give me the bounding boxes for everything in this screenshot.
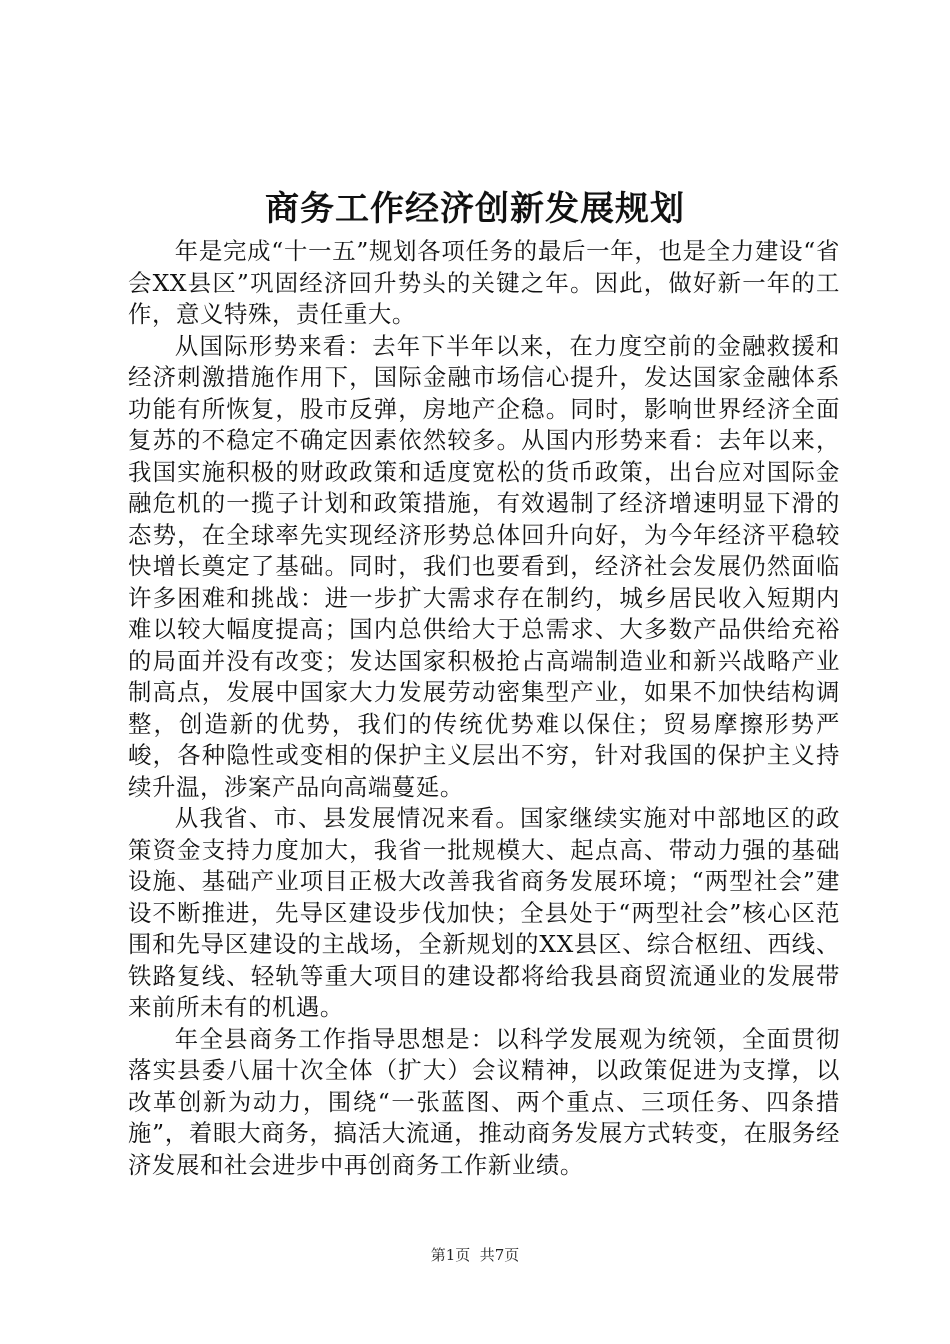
- paragraph-local-development: 从我省、市、县发展情况来看。国家继续实施对中部地区的政策资金支持力度加大，我省一批规模大、起点高、带动力强的基础设施、基础产业项目正极大改善我省商务发展环境；“两型社会”建设不断推进，先导区建设步伐加快；全县处于“两型社会”核心区范围和先导区建设的主战场，全新规划的XX县区、综合枢纽、西线、铁路复线、轻轨等重大项目的建设都将给我县商贸流通业的发展带来前所未有的机遇。: [128, 804, 840, 1021]
- document-title: 商务工作经济创新发展规划: [265, 189, 685, 229]
- paragraph-intro: 年是完成“十一五”规划各项任务的最后一年，也是全力建设“省会XX县区”巩固经济回升势头的关键之年。因此，做好新一年的工作，意义特殊，责任重大。: [128, 237, 840, 328]
- page-footer: [0, 1245, 950, 1265]
- paragraph-guiding-thought: 年全县商务工作指导思想是：以科学发展观为统领，全面贯彻落实县委八届十次全体（扩大）会议精神，以政策促进为支撑，以改革创新为动力，围绕“一张蓝图、两个重点、三项任务、四条措施”，着眼大商务，搞活大流通，推动商务发展方式转变，在服务经济发展和社会进步中再创商务工作新业绩。: [128, 1024, 840, 1179]
- paragraph-situation: 从国际形势来看：去年下半年以来，在力度空前的金融救援和经济刺激措施作用下，国际金融市场信心提升，发达国家金融体系功能有所恢复，股市反弹，房地产企稳。同时，影响世界经济全面复苏的不稳定不确定因素依然较多。从国内形势来看：去年以来，我国实施积极的财政政策和适度宽松的货币政策，出台应对国际金融危机的一揽子计划和政策措施，有效遏制了经济增速明显下滑的态势，在全球率先实现经济形势总体回升向好，为今年经济平稳较快增长奠定了基础。同时，我们也要看到，经济社会发展仍然面临许多困难和挑战：进一步扩大需求存在制约，城乡居民收入短期内难以较大幅度提高；国内总供给大于总需求、大多数产品供给充裕的局面并没有改变；发达国家积极抢占高端制造业和新兴战略产业制高点，发展中国家大力发展劳动密集型产业，如果不加快结构调整，创造新的优势，我们的传统优势难以保住；贸易摩擦形势严峻，各种隐性或变相的保护主义层出不穷，针对我国的保护主义持续升温，涉案产品向高端蔓延。: [128, 331, 840, 801]
- document-body: [128, 236, 840, 1181]
- page-number: 第1页 共7页: [430, 1246, 520, 1264]
